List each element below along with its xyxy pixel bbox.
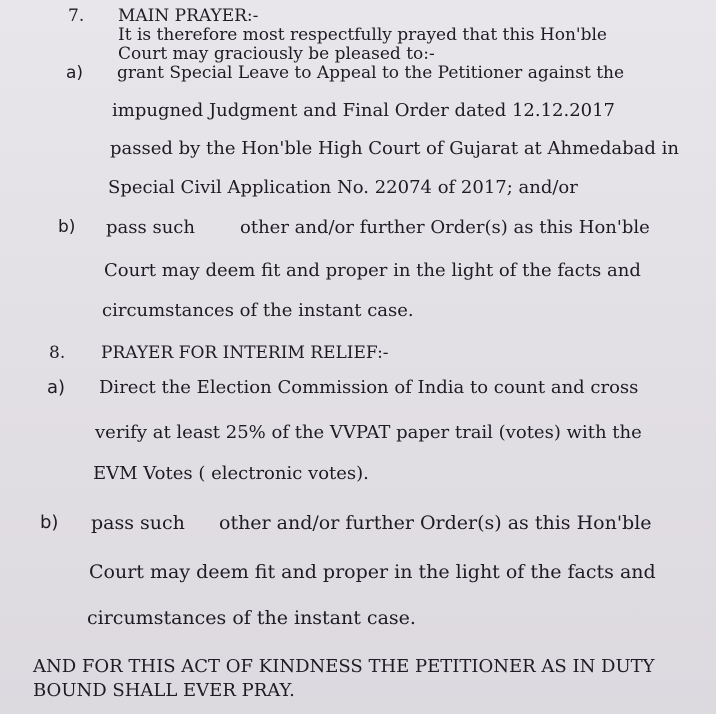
section-8-item-b-line-2: Court may deem fit and proper in the light of the facts and <box>89 561 656 583</box>
closing-line-1: AND FOR THIS ACT OF KINDNESS THE PETITIONER AS IN DUTY <box>33 656 655 677</box>
section-7-item-b-line-2: Court may deem fit and proper in the light of the facts and <box>104 260 641 281</box>
section-8-item-b-line-3: circumstances of the instant case. <box>87 607 416 629</box>
section-7-item-b-line-3: circumstances of the instant case. <box>102 300 414 321</box>
section-8-heading: PRAYER FOR INTERIM RELIEF:- <box>101 343 389 363</box>
section-8-item-a-label: a) <box>47 377 66 398</box>
section-8-item-b-line-1-lead: pass such <box>91 512 185 534</box>
section-8-item-b-line-1-rest: other and/or further Order(s) as this Hon'ble <box>219 512 652 534</box>
section-7-item-a-line-3: passed by the Hon'ble High Court of Gujarat at Ahmedabad in <box>110 138 679 159</box>
section-7-number: 7. <box>68 6 85 26</box>
section-8-item-a-line-3: EVM Votes ( electronic votes). <box>93 463 369 484</box>
section-7-intro-line-1: It is therefore most respectfully prayed that this Hon'ble <box>118 25 607 45</box>
section-7-item-a-line-4: Special Civil Application No. 22074 of 2017; and/or <box>108 177 578 198</box>
section-7-item-a-line-1: grant Special Leave to Appeal to the Petitioner against the <box>117 63 625 83</box>
section-7-item-a-line-2: impugned Judgment and Final Order dated 12.12.2017 <box>112 100 615 121</box>
section-8-item-a-line-2: verify at least 25% of the VVPAT paper trail (votes) with the <box>95 422 642 443</box>
section-7-item-b-label: b) <box>58 217 76 237</box>
closing-line-2: BOUND SHALL EVER PRAY. <box>33 680 295 701</box>
section-7-intro-line-2: Court may graciously be pleased to:- <box>118 44 435 64</box>
section-8-item-a-line-1: Direct the Election Commission of India to count and cross <box>99 377 639 398</box>
section-8-item-b-label: b) <box>40 512 59 533</box>
section-8-number: 8. <box>49 343 66 363</box>
section-7-item-b-line-1-rest: other and/or further Order(s) as this Hon'ble <box>240 217 650 238</box>
section-7-heading: MAIN PRAYER:- <box>118 6 259 26</box>
section-7-item-b-line-1-lead: pass such <box>106 217 195 238</box>
section-7-item-a-label: a) <box>66 63 84 83</box>
